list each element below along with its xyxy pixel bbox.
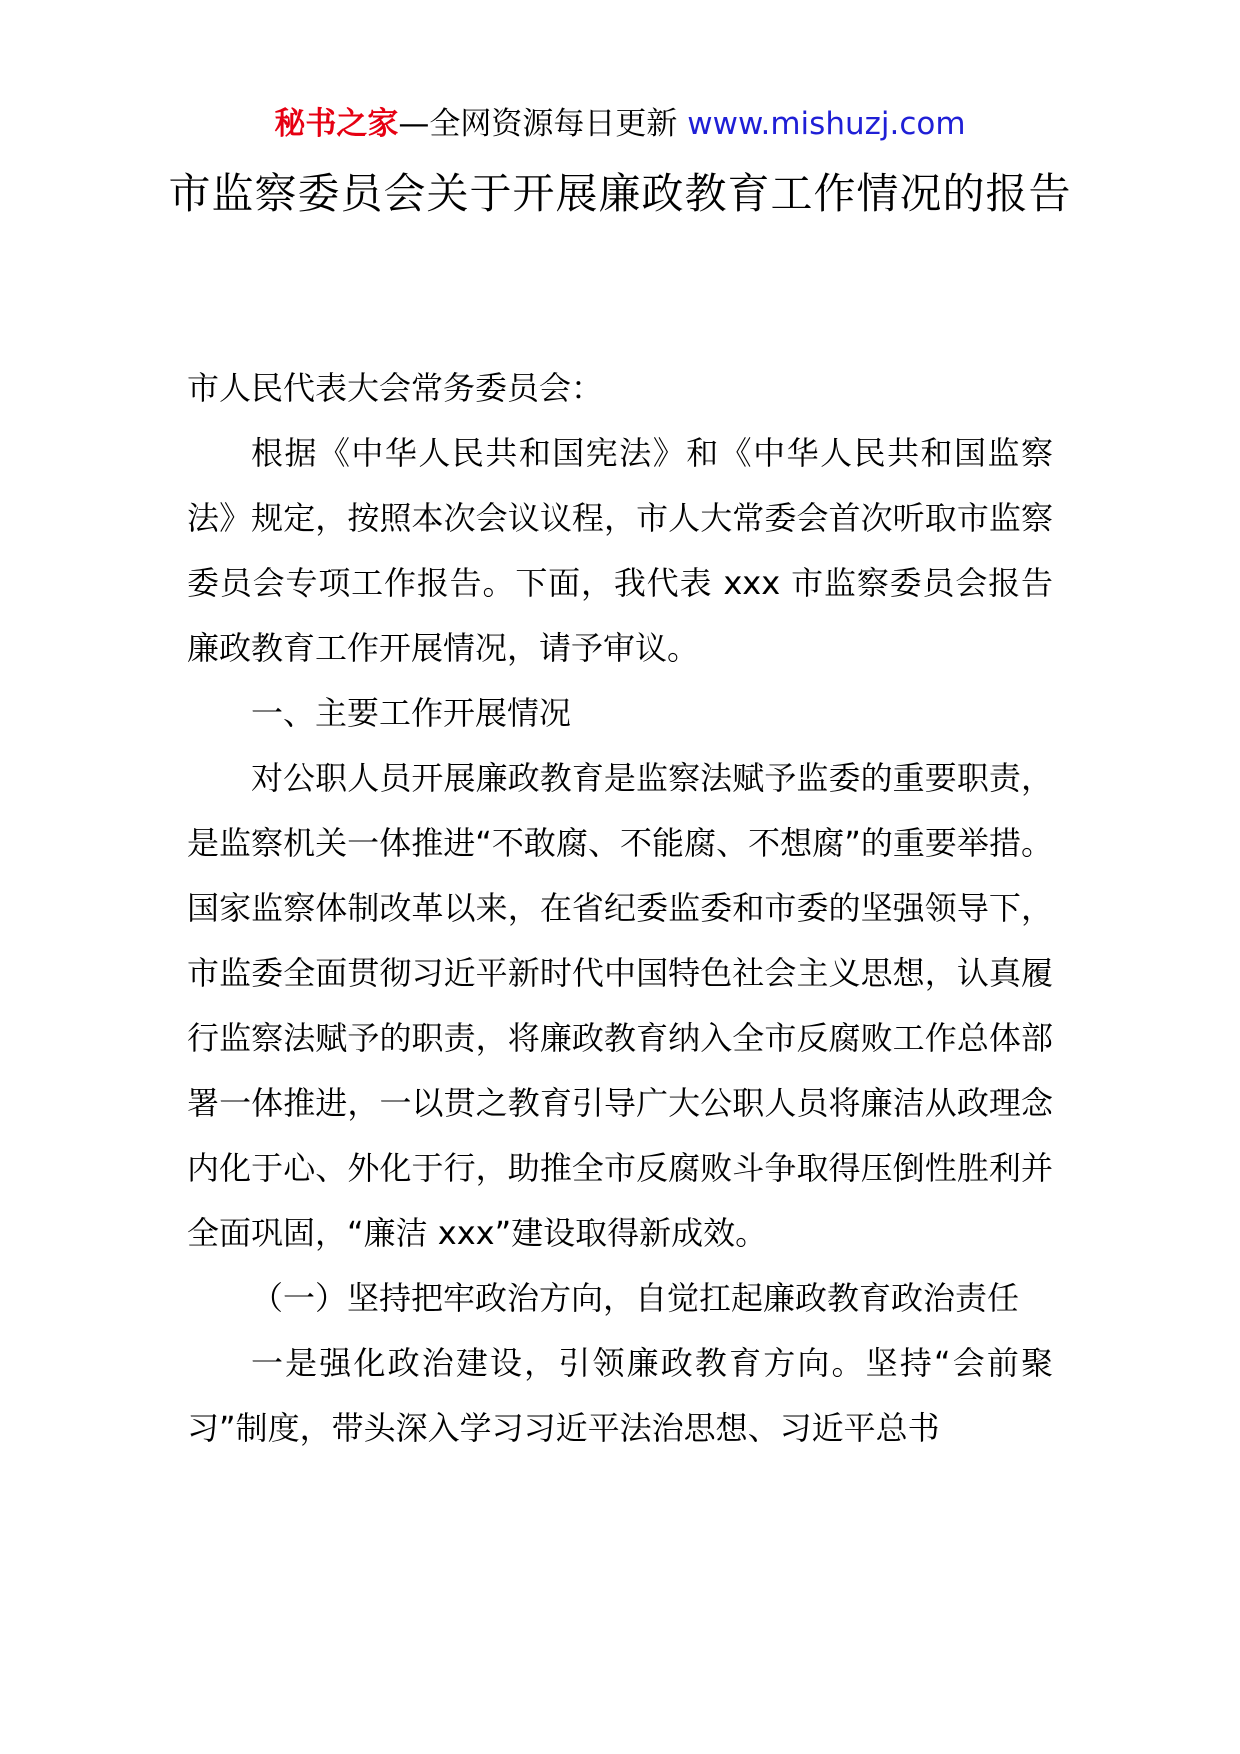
subsection-heading: （一）坚持把牢政治方向，自觉扛起廉政教育政治责任 xyxy=(251,1279,1020,1317)
site-url-link[interactable]: www.mishuzj.com xyxy=(687,106,966,142)
salutation: 市人民代表大会常务委员会： xyxy=(187,369,604,407)
paragraph-overview: 对公职人员开展廉政教育是监察法赋予监委的重要职责，是监察机关一体推进“不敢腐、不能腐、不想腐”的重要举措。国家监察体制改革以来，在省纪委监委和市委的坚强领导下，市监委全面贯彻习近平新时代中国特色社会主义思想，认真履行监察法赋予的职责，将廉政教育纳入全市反腐败工作总体部署一体推进，一以贯之教育引导广大公职人员将廉洁从政理念内化于心、外化于行，助推全市反腐败斗争取得压倒性胜利并全面巩固，“廉洁 xxx”建设取得新成效。 xyxy=(187,759,1053,1252)
site-header xyxy=(0,100,1240,148)
section-heading: 一、主要工作开展情况 xyxy=(251,694,572,732)
paragraph-point-one: 一是强化政治建设，引领廉政教育方向。坚持“会前聚习”制度，带头深入学习习近平法治思想、习近平总书 xyxy=(187,1344,1053,1447)
document-body xyxy=(187,356,1053,1461)
brand-name: 秘书之家 xyxy=(274,106,399,142)
paragraph-intro: 根据《中华人民共和国宪法》和《中华人民共和国监察法》规定，按照本次会议议程，市人大常委会首次听取市监察委员会专项工作报告。下面，我代表 xxx 市监察委员会报告廉政教育工作开展情况，请予审议。 xyxy=(187,434,1053,667)
document-title: 市监察委员会关于开展廉政教育工作情况的报告 xyxy=(168,169,1072,218)
site-tagline: —全网资源每日更新 xyxy=(398,106,678,142)
